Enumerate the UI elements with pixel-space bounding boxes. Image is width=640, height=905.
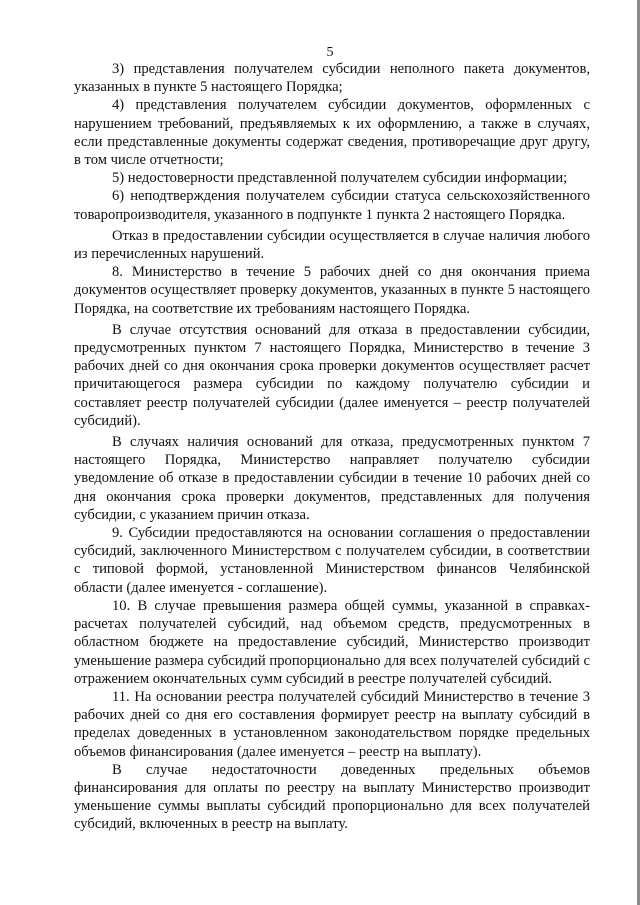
paragraph-point-11: 11. На основании реестра получателей субсидий Министерство в течение 3 рабочих дней со дня его составления формирует реестр на выплату субсидий в пределах доведенных в установленном законодательством порядке предельных объемов финансирования (далее именуется – реестр на выплату).: [74, 688, 590, 760]
paragraph-no-refusal: В случае отсутствия оснований для отказа в предоставлении субсидии, предусмотренных пунктом 7 настоящего Порядка, Министерство в течение 3 рабочих дней со дня окончания срока проверки документов осуществляет расчет причитающегося размера субсидии по каждому получателю субсидии и составляет реестр получателей субсидии (далее именуется – реестр получателей субсидий).: [74, 321, 590, 429]
page-number: 5: [326, 45, 334, 60]
paragraph-refusal: Отказ в предоставлении субсидии осуществляется в случае наличия любого из перечисленных нарушений.: [74, 227, 590, 263]
paragraph-item-5: 5) недостоверности представленной получателем субсидии информации;: [112, 170, 568, 187]
paragraph-insufficient-funding: В случае недостаточности доведенных предельных объемов финансирования для оплаты по реестру на выплату Министерство производит уменьшение суммы выплаты субсидий пропорционально для всех получателей субсидий, включенных в реестр на выплату.: [74, 761, 590, 833]
paragraph-refusal-notice: В случаях наличия оснований для отказа, предусмотренных пунктом 7 настоящего Порядка, Министерство направляет получателю субсидии уведомление об отказе в предоставлении субсидии в течение 10 рабочих дней со дня окончания срока проверки документов, представленных для получения субсидии, с указанием причин отказа.: [74, 434, 590, 523]
paragraph-item-3: 3) представления получателем субсидии неполного пакета документов, указанных в пункте 5 настоящего Порядка;: [74, 61, 590, 96]
paragraph-item-4: 4) представления получателем субсидии документов, оформленных с нарушением требований, предъявляемых к их оформлению, а также в случаях, если представленные документы содержат сведения, противоречащие друг другу, в том числе отчетности;: [74, 97, 590, 169]
document-body: [74, 60, 590, 834]
paragraph-item-6: 6) неподтверждения получателем субсидии статуса сельскохозяйственного товаропроизводителя, указанного в подпункте 1 пункта 2 настоящего Порядка.: [74, 188, 590, 223]
paragraph-point-9: 9. Субсидии предоставляются на основании соглашения о предоставлении субсидий, заключенного Министерством с получателем субсидии, в соответствии с типовой формой, установленной Министерством финансов Челябинской области (далее именуется - соглашение).: [74, 525, 590, 596]
paragraph-point-10: 10. В случае превышения размера общей суммы, указанной в справках-расчетах получателей субсидий, над объемом средств, предусмотренных в областном бюджете на предоставление субсидий, Министерство производит уменьшение размера субсидий пропорционально для всех получателей субсидий с отражением окончательных сумм субсидий в реестре получателей субсидий.: [74, 597, 590, 687]
paragraph-point-8: 8. Министерство в течение 5 рабочих дней со дня окончания приема документов осуществляет проверку документов, указанных в пункте 5 настоящего Порядка, на соответствие их требованиям настоящего Порядка.: [74, 264, 590, 317]
